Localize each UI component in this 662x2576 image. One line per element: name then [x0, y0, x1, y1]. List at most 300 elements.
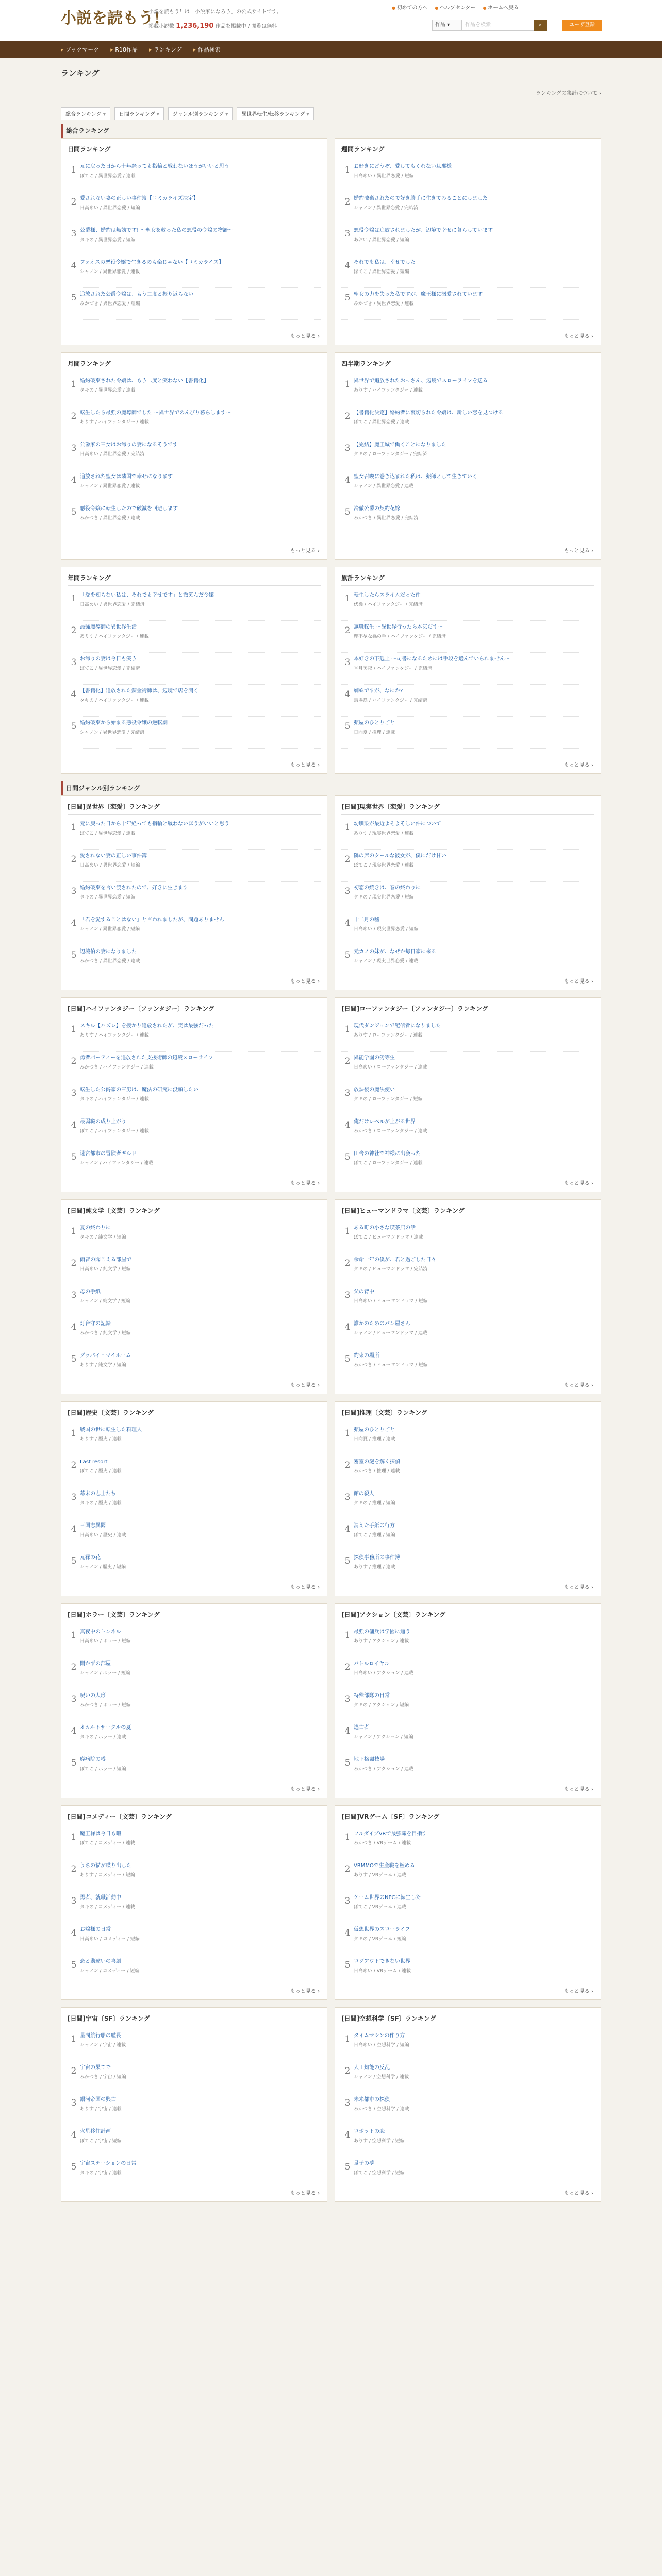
rank-number: 5: [344, 507, 351, 517]
item-body: [354, 1660, 594, 1689]
item-body: [80, 2160, 321, 2189]
more-link[interactable]: もっと見る ›: [564, 2189, 593, 2196]
item-body: [80, 592, 321, 620]
rank-number: 3: [71, 1896, 77, 1906]
novel-title-link[interactable]: 田舎の神社で神様に出会った: [354, 1151, 421, 1157]
ranking-panel: [335, 567, 601, 774]
novel-title-link[interactable]: 夏の終わりに: [80, 1225, 111, 1231]
novel-title-link[interactable]: うちの猫が喋り出した: [80, 1863, 131, 1869]
novel-title-link[interactable]: タイムマシンの作り方: [354, 2033, 405, 2039]
panel-title[interactable]: [日間]ヒューマンドラマ〔文芸〕ランキング: [341, 1206, 594, 1218]
ranking-panel: [61, 997, 327, 1192]
novel-title-link[interactable]: 勇者、就職活動中: [80, 1895, 121, 1901]
ranking-item: [68, 653, 321, 685]
item-body: [354, 1257, 594, 1285]
item-body: [80, 1118, 321, 1147]
tab-daily[interactable]: 日間ランキング ▾: [114, 107, 164, 120]
novel-title-link[interactable]: フェオスの悪役令嬢で生きるのも楽じゃない【コミカライズ】: [80, 260, 224, 265]
ranking-panel: [335, 1199, 601, 1394]
novel-title-link[interactable]: 幕末の志士たち: [80, 1491, 116, 1497]
nav-bookmark[interactable]: ▸ ブックマーク: [61, 45, 99, 54]
novel-title-link[interactable]: 婚約破棄されたので好き勝手に生きてみることにしました: [354, 196, 488, 201]
item-body: [354, 688, 594, 716]
novel-title-link[interactable]: 聖女召喚に巻き込まれた私は、薬師として生きていく: [354, 474, 477, 480]
ranking-item: [68, 375, 321, 406]
user-register-button[interactable]: ユーザ登録: [562, 20, 602, 31]
more-link[interactable]: もっと見る ›: [564, 760, 593, 768]
novel-title-link[interactable]: 隣の席のクールな彼女が、僕にだけ甘い: [354, 853, 446, 859]
novel-title-link[interactable]: 宇宙ステーションの日常: [80, 2161, 137, 2166]
tagline: 小説を読もう！は「小説家になろう」の公式サイトです。: [148, 9, 282, 15]
site-header: [0, 0, 662, 41]
ranking-item: [68, 224, 321, 256]
panel-title[interactable]: [日間]ハイファンタジー〔ファンタジー〕ランキング: [68, 1004, 321, 1016]
novel-title-link[interactable]: 未来都市の探偵: [354, 2097, 390, 2103]
ranking-panel: [335, 352, 601, 560]
panel-title[interactable]: [日間]VRゲーム〔SF〕ランキング: [341, 1812, 594, 1824]
ranking-item: [68, 1423, 321, 1455]
novel-title-link[interactable]: ロボットの恋: [354, 2129, 385, 2134]
item-body: [354, 1926, 594, 1955]
novel-title-link[interactable]: 「愛を知らない私は、それでも幸せです」と微笑んだ令嬢: [80, 592, 214, 598]
novel-title-link[interactable]: 薬屋のひとりごと: [354, 720, 395, 726]
novel-meta: タキの / ヒューマンドラマ / 完結済: [354, 1267, 428, 1272]
panel-title[interactable]: [日間]推理〔文芸〕ランキング: [341, 1408, 594, 1420]
novel-title-link[interactable]: 真夜中のトンネル: [80, 1629, 121, 1635]
more-link[interactable]: もっと見る ›: [290, 760, 320, 768]
novel-title-link[interactable]: 逃亡者: [354, 1725, 369, 1731]
ranking-item: [68, 470, 321, 502]
novel-title-link[interactable]: 母の手紙: [80, 1289, 101, 1295]
novel-title-link[interactable]: 【書籍化】追放された錬金術師は、辺境で店を開く: [80, 688, 198, 694]
novel-title-link[interactable]: 愛されない妻の正しい事件簿【コミカライズ決定】: [80, 196, 198, 201]
novel-title-link[interactable]: 約束の場所: [354, 1353, 379, 1359]
search-input[interactable]: 作品を検索: [462, 20, 534, 31]
more-link[interactable]: もっと見る ›: [564, 1381, 593, 1388]
rank-number: 3: [71, 229, 77, 239]
top-links: [392, 3, 519, 11]
tab-genre[interactable]: ジャンル別ランキング ▾: [168, 107, 233, 120]
novel-title-link[interactable]: 現代ダンジョンで配信者になりました: [354, 1023, 441, 1029]
novel-title-link[interactable]: 公爵様、婚約は無効です! ～聖女を救った私の悪役の令嬢の物語～: [80, 228, 234, 233]
novel-meta: タキの / ハイファンタジー / 連載: [80, 698, 149, 703]
rank-number: 3: [71, 1492, 77, 1502]
ranking-panel: [61, 795, 327, 990]
novel-meta: みかづき / 異世界恋愛 / 連載: [354, 301, 414, 307]
item-body: [354, 2032, 594, 2061]
novel-title-link[interactable]: フルダイブVRで最強職を目指す: [354, 1831, 427, 1837]
novel-meta: タキの / コメディー / 連載: [80, 1905, 135, 1910]
novel-title-link[interactable]: 密室の謎を解く探偵: [354, 1459, 400, 1465]
novel-title-link[interactable]: 十二月の嘘: [354, 917, 379, 923]
item-body: [80, 624, 321, 652]
novel-meta: ありす / ハイファンタジー / 連載: [80, 634, 149, 639]
rank-number: 2: [71, 1662, 77, 1672]
novel-count: 掲載小説数 1,236,190 作品を掲載中 / 閲覧は無料: [148, 22, 277, 30]
rank-number: 4: [71, 2130, 77, 2140]
panel-title[interactable]: 年間ランキング: [68, 573, 321, 586]
item-body: [80, 1150, 321, 1179]
tab-isekai[interactable]: 異世界転生/転移ランキング ▾: [237, 107, 313, 120]
ranking-item: [341, 1657, 594, 1689]
more-link[interactable]: もっと見る ›: [564, 1179, 593, 1187]
novel-title-link[interactable]: 消えた手紙の行方: [354, 1523, 395, 1529]
panel-title[interactable]: [日間]空想科学〔SF〕ランキング: [341, 2014, 594, 2026]
novel-meta: シャノン / 異世界恋愛 / 連載: [80, 269, 140, 275]
novel-title-link[interactable]: 元に戻った日から十年経っても指輪と戦わないほうがいいと思う: [80, 164, 229, 170]
novel-title-link[interactable]: 転生したら最強の魔導師でした ～異世界でのんびり暮らします～: [80, 410, 231, 416]
item-body: [80, 1320, 321, 1349]
novel-meta: ぽてこ / 異世界恋愛 / 連載: [80, 174, 136, 179]
novel-title-link[interactable]: 追放された公爵令嬢は、もう二度と振り返らない: [80, 292, 193, 297]
item-body: [354, 917, 594, 945]
ranking-panel: [335, 1805, 601, 2000]
panel-title[interactable]: [日間]異世界〔恋愛〕ランキング: [68, 802, 321, 815]
item-body: [80, 2096, 321, 2125]
rank-number: 3: [344, 657, 351, 668]
rank-number: 4: [71, 261, 77, 271]
ranking-item: [341, 945, 594, 977]
novel-title-link[interactable]: 本好きの下剋上 ～司書になるためには手段を選んでいられません～: [354, 656, 510, 662]
ranking-item: [68, 160, 321, 192]
about-ranking-link[interactable]: ランキングの集計について ›: [536, 91, 601, 96]
ranking-item: [68, 1551, 321, 1583]
more-link[interactable]: もっと見る ›: [290, 332, 320, 340]
novel-title-link[interactable]: 雨音の聞こえる部屋で: [80, 1257, 131, 1263]
novel-title-link[interactable]: 開かずの部屋: [80, 1661, 111, 1667]
item-body: [354, 1554, 594, 1583]
novel-title-link[interactable]: お飾りの妻は今日も笑う: [80, 656, 137, 662]
search-icon[interactable]: ⌕: [534, 20, 547, 31]
ranking-item: [68, 1349, 321, 1381]
novel-title-link[interactable]: 悪役令嬢は追放されましたが、辺境で幸せに暮らしています: [354, 228, 493, 233]
novel-title-link[interactable]: ログアウトできない世界: [354, 1959, 410, 1964]
ranking-item: [341, 685, 594, 717]
ranking-item: [68, 1317, 321, 1349]
novel-meta: シャノン / 異世界恋愛 / 完結済: [80, 730, 144, 735]
novel-title-link[interactable]: 愛されない妻の正しい事件簿: [80, 853, 147, 859]
novel-meta: 日高めい / 異世界恋愛 / 短編: [80, 863, 140, 868]
more-link[interactable]: もっと見る ›: [290, 1583, 320, 1590]
more-link[interactable]: もっと見る ›: [564, 1785, 593, 1792]
novel-title-link[interactable]: ゲーム世界のNPCに転生した: [354, 1895, 421, 1901]
novel-title-link[interactable]: 婚約破棄から始まる悪役令嬢の逆転劇: [80, 720, 168, 726]
rank-number: 1: [71, 1428, 77, 1438]
ranking-panel: [335, 2007, 601, 2202]
novel-title-link[interactable]: 【完結】魔王城で働くことになりました: [354, 442, 446, 448]
novel-title-link[interactable]: VRMMOで生産職を極める: [354, 1863, 415, 1869]
novel-title-link[interactable]: 灯台守の記録: [80, 1321, 111, 1327]
novel-title-link[interactable]: 俺だけレベルが上がる世界: [354, 1119, 416, 1125]
novel-title-link[interactable]: 星間航行船の艦長: [80, 2033, 121, 2039]
item-body: [80, 917, 321, 945]
ranking-item: [68, 685, 321, 717]
novel-meta: シャノン / ホラー / 短編: [80, 1671, 130, 1676]
novel-title-link[interactable]: 地下格闘技場: [354, 1757, 385, 1762]
novel-title-link[interactable]: 父の背中: [354, 1289, 374, 1295]
novel-title-link[interactable]: 薬屋のひとりごと: [354, 1427, 395, 1433]
rank-number: 3: [344, 1492, 351, 1502]
item-body: [354, 1118, 594, 1147]
novel-title-link[interactable]: 異世界で追放されたおっさん、辺境でスローライフを送る: [354, 378, 488, 384]
panel-title[interactable]: [日間]歴史〔文芸〕ランキング: [68, 1408, 321, 1420]
novel-title-link[interactable]: 最弱職の成り上がり: [80, 1119, 126, 1125]
novel-title-link[interactable]: 勇者パーティーを追放された支援術師の辺境スローライフ: [80, 1055, 213, 1061]
rank-number: 4: [344, 1726, 351, 1736]
rank-number: 4: [344, 475, 351, 485]
ranking-item: [341, 288, 594, 320]
novel-meta: 伏瀬 / ハイファンタジー / 完結済: [354, 602, 423, 607]
novel-title-link[interactable]: 人工知能の反乱: [354, 2065, 390, 2071]
novel-title-link[interactable]: 冷徹公爵の契約花嫁: [354, 506, 400, 512]
more-link[interactable]: もっと見る ›: [290, 1381, 320, 1388]
panel-title[interactable]: 日間ランキング: [68, 145, 321, 157]
novel-meta: みかづき / ホラー / 短編: [80, 1703, 131, 1708]
tab-overall[interactable]: 総合ランキング ▾: [61, 107, 110, 120]
item-body: [80, 2064, 321, 2093]
novel-title-link[interactable]: 幼馴染が最近よそよそしい件について: [354, 821, 441, 827]
more-link[interactable]: もっと見る ›: [290, 546, 320, 554]
more-link[interactable]: もっと見る ›: [290, 1987, 320, 1994]
item-body: [354, 259, 594, 287]
novel-meta: シャノン / ヒューマンドラマ / 連載: [354, 1331, 427, 1336]
ranking-item: [341, 913, 594, 945]
novel-title-link[interactable]: 探偵事務所の事件簿: [354, 1555, 400, 1561]
toplink-help[interactable]: ● ヘルプセンター: [435, 3, 476, 11]
panel-title[interactable]: 四半期ランキング: [341, 359, 594, 371]
novel-title-link[interactable]: 戦国の世に転生した料理人: [80, 1427, 142, 1433]
panel-title[interactable]: 累計ランキング: [341, 573, 594, 586]
ranking-item: [68, 882, 321, 913]
ranking-item: [341, 1147, 594, 1179]
ranking-item: [341, 2125, 594, 2157]
novel-title-link[interactable]: 放課後の魔法使い: [354, 1087, 395, 1093]
panel-title[interactable]: [日間]宇宙〔SF〕ランキング: [68, 2014, 321, 2026]
section-heading-overall: 総合ランキング: [61, 124, 601, 138]
novel-title-link[interactable]: 婚約破棄された令嬢は、もう二度と笑わない【書籍化】: [80, 378, 209, 384]
novel-title-link[interactable]: ある町の小さな喫茶店の話: [354, 1225, 416, 1231]
rank-number: 5: [344, 721, 351, 732]
more-link[interactable]: もっと見る ›: [564, 1987, 593, 1994]
panel-title[interactable]: [日間]純文学〔文芸〕ランキング: [68, 1206, 321, 1218]
more-link[interactable]: もっと見る ›: [564, 1583, 593, 1590]
ranking-item: [341, 1891, 594, 1923]
novel-title-link[interactable]: お嬢様の日常: [80, 1927, 111, 1933]
more-link[interactable]: もっと見る ›: [290, 1179, 320, 1187]
panel-title[interactable]: [日間]アクション〔文芸〕ランキング: [341, 1610, 594, 1622]
novel-title-link[interactable]: お好きにどうぞ、愛してもくれない旦那様: [354, 164, 452, 170]
more-link[interactable]: もっと見る ›: [290, 1785, 320, 1792]
item-body: [354, 1087, 594, 1115]
rank-number: 1: [344, 1024, 351, 1035]
novel-title-link[interactable]: 元カノの妹が、なぜか毎日家に来る: [354, 949, 436, 955]
novel-title-link[interactable]: 異能学園の劣等生: [354, 1055, 395, 1061]
more-link[interactable]: もっと見る ›: [290, 2189, 320, 2196]
novel-title-link[interactable]: 蜘蛛ですが、なにか?: [354, 688, 403, 694]
nav-search[interactable]: ▸ 作品検索: [193, 45, 221, 54]
item-body: [80, 1352, 321, 1381]
item-body: [354, 227, 594, 256]
nav-ranking[interactable]: ▸ ランキング: [149, 45, 182, 54]
item-body: [354, 1629, 594, 1657]
novel-title-link[interactable]: 最強の傭兵は学園に通う: [354, 1629, 410, 1635]
novel-meta: シャノン / 異世界恋愛 / 連載: [354, 484, 413, 489]
rank-number: 4: [71, 689, 77, 700]
novel-title-link[interactable]: 恋と勘違いの喜劇: [80, 1959, 121, 1964]
novel-title-link[interactable]: 三国志異聞: [80, 1523, 106, 1529]
toplink-beginners[interactable]: ● 初めての方へ: [392, 3, 428, 11]
novel-meta: 香月美夜 / ハイファンタジー / 完結済: [354, 666, 432, 671]
novel-title-link[interactable]: 初恋の続きは、春の終わりに: [354, 885, 421, 891]
more-link[interactable]: もっと見る ›: [564, 546, 593, 554]
panel-title[interactable]: 週間ランキング: [341, 145, 594, 157]
ranking-item: [68, 1253, 321, 1285]
novel-title-link[interactable]: 「君を愛することはない」と言われましたが、問題ありません: [80, 917, 224, 923]
rank-number: 2: [344, 1258, 351, 1268]
rank-number: 4: [71, 918, 77, 928]
novel-meta: タキの / ローファンタジー / 完結済: [354, 452, 427, 457]
novel-title-link[interactable]: オカルトサークルの夏: [80, 1725, 131, 1731]
search-type-select[interactable]: 作品 ▾: [432, 20, 462, 31]
nav-r18[interactable]: ▸ R18作品: [110, 45, 138, 54]
novel-meta: 日高めい / アクション / 連載: [354, 1671, 414, 1676]
item-body: [354, 853, 594, 881]
novel-title-link[interactable]: 【書籍化決定】婚約者に裏切られた令嬢は、新しい恋を見つける: [354, 410, 503, 416]
rank-number: 2: [71, 411, 77, 421]
novel-meta: みかづき / アクション / 連載: [354, 1767, 414, 1772]
ranking-panel: [61, 2007, 327, 2202]
item-body: [354, 2064, 594, 2093]
site-logo[interactable]: 小説を読もう!: [61, 9, 161, 27]
novel-title-link[interactable]: 仮想世界のスローライフ: [354, 1927, 410, 1933]
novel-title-link[interactable]: それでも私は、幸せでした: [354, 260, 416, 265]
novel-title-link[interactable]: 余命一年の僕が、君と過ごした日々: [354, 1257, 436, 1263]
novel-title-link[interactable]: 聖女の力を失った私ですが、魔王様に溺愛されています: [354, 292, 483, 297]
ranking-item: [341, 2061, 594, 2093]
novel-title-link[interactable]: 追放された聖女は隣国で幸せになります: [80, 474, 173, 480]
novel-title-link[interactable]: 元禄の花: [80, 1555, 101, 1561]
novel-title-link[interactable]: 悪役令嬢に転生したので破滅を回避します: [80, 506, 178, 512]
novel-meta: ありす / アクション / 連載: [354, 1639, 409, 1644]
panel-title[interactable]: [日間]ローファンタジー〔ファンタジー〕ランキング: [341, 1004, 594, 1016]
rank-number: 4: [71, 475, 77, 485]
item-body: [80, 1055, 321, 1083]
novel-title-link[interactable]: 転生した公爵家の三男は、魔法の研究に没頭したい: [80, 1087, 198, 1093]
item-body: [80, 1629, 321, 1657]
ranking-item: [68, 1455, 321, 1487]
item-body: [80, 163, 321, 192]
item-body: [354, 1831, 594, 1859]
panel-title[interactable]: 月間ランキング: [68, 359, 321, 371]
ranking-item: [341, 160, 594, 192]
toplink-home[interactable]: ● ホームへ戻る: [483, 3, 519, 11]
novel-meta: 日高めい / コメディー / 短編: [80, 1937, 140, 1942]
item-body: [354, 1352, 594, 1381]
novel-title-link[interactable]: 辺境伯の妻になりました: [80, 949, 137, 955]
novel-meta: 日高めい / 異世界恋愛 / 完結済: [80, 452, 145, 457]
item-body: [80, 291, 321, 319]
novel-title-link[interactable]: 呪いの人形: [80, 1693, 106, 1699]
more-link[interactable]: もっと見る ›: [564, 977, 593, 985]
novel-title-link[interactable]: 元に戻った日から十年経っても指輪と戦わないほうがいいと思う: [80, 821, 229, 827]
novel-title-link[interactable]: 迷宮都市の冒険者ギルド: [80, 1151, 137, 1157]
novel-title-link[interactable]: 銀河帝国の興亡: [80, 2097, 116, 2103]
novel-meta: ぽてこ / 異世界恋愛 / 連載: [80, 831, 136, 836]
rank-number: 2: [71, 625, 77, 636]
novel-title-link[interactable]: 公爵家の三女はお飾りの妻になるそうです: [80, 442, 178, 448]
novel-meta: みかづき / ハイファンタジー / 連載: [80, 1065, 154, 1070]
rank-number: 4: [344, 1322, 351, 1332]
ranking-item: [341, 1253, 594, 1285]
ranking-panel: [61, 1401, 327, 1596]
novel-title-link[interactable]: スキル【ハズレ】を授かり追放されたが、実は最強だった: [80, 1023, 214, 1029]
ranking-item: [68, 1923, 321, 1955]
novel-title-link[interactable]: 廃病院の噂: [80, 1757, 106, 1762]
item-body: [354, 2096, 594, 2125]
ranking-item: [341, 1551, 594, 1583]
novel-title-link[interactable]: 無職転生 ～異世界行ったら本気だす～: [354, 624, 443, 630]
item-body: [354, 1459, 594, 1487]
novel-title-link[interactable]: Last resort: [80, 1459, 108, 1465]
novel-meta: 日高めい / ヒューマンドラマ / 短編: [354, 1299, 428, 1304]
novel-title-link[interactable]: 転生したらスライムだった件: [354, 592, 421, 598]
panel-title[interactable]: [日間]ホラー〔文芸〕ランキング: [68, 1610, 321, 1622]
item-body: [354, 1289, 594, 1317]
item-body: [80, 1554, 321, 1583]
novel-title-link[interactable]: 誰かのためのパン屋さん: [354, 1321, 410, 1327]
ranking-item: [341, 589, 594, 621]
novel-meta: みかづき / 宇宙 / 短編: [80, 2075, 126, 2080]
ranking-item: [341, 850, 594, 882]
novel-title-link[interactable]: 最強魔導師の異世界生活: [80, 624, 137, 630]
novel-title-link[interactable]: 宇宙の果てで: [80, 2065, 111, 2071]
novel-meta: ありす / 現実世界恋愛 / 連載: [354, 831, 414, 836]
novel-title-link[interactable]: バトルロイヤル: [354, 1661, 390, 1667]
novel-title-link[interactable]: 館の殺人: [354, 1491, 374, 1497]
rank-number: 2: [71, 1056, 77, 1066]
ranking-panel: [61, 138, 327, 345]
novel-meta: ぽてこ / ヒューマンドラマ / 連載: [354, 1235, 423, 1240]
novel-title-link[interactable]: 魔王様は今日も暇: [80, 1831, 121, 1837]
ranking-item: [68, 1859, 321, 1891]
item-body: [80, 442, 321, 470]
novel-title-link[interactable]: 火星移住計画: [80, 2129, 111, 2134]
novel-title-link[interactable]: 量子の夢: [354, 2161, 374, 2166]
novel-title-link[interactable]: 特殊部隊の日常: [354, 1693, 390, 1699]
ranking-item: [68, 1625, 321, 1657]
rank-number: 5: [71, 1758, 77, 1768]
item-body: [354, 410, 594, 438]
item-body: [80, 259, 321, 287]
ranking-item: [341, 192, 594, 224]
more-link[interactable]: もっと見る ›: [290, 977, 320, 985]
panel-title[interactable]: [日間]コメディー〔文芸〕ランキング: [68, 1812, 321, 1824]
ranking-item: [341, 2157, 594, 2189]
panel-title[interactable]: [日間]現実世界〔恋愛〕ランキング: [341, 802, 594, 815]
item-body: [354, 2160, 594, 2189]
ranking-item: [68, 192, 321, 224]
novel-meta: タキの / ハイファンタジー / 連載: [80, 1097, 149, 1102]
novel-meta: みかづき / 空想科学 / 連載: [354, 2107, 409, 2112]
novel-title-link[interactable]: 婚約破棄を言い渡されたので、好きに生きます: [80, 885, 188, 891]
rank-number: 3: [71, 443, 77, 453]
novel-meta: あおい / 異世界恋愛 / 短編: [354, 238, 409, 243]
novel-title-link[interactable]: グッバイ・マイホーム: [80, 1353, 131, 1359]
item-body: [354, 1958, 594, 1987]
rank-number: 5: [71, 1960, 77, 1970]
rank-number: 1: [344, 1428, 351, 1438]
more-link[interactable]: もっと見る ›: [564, 332, 593, 340]
